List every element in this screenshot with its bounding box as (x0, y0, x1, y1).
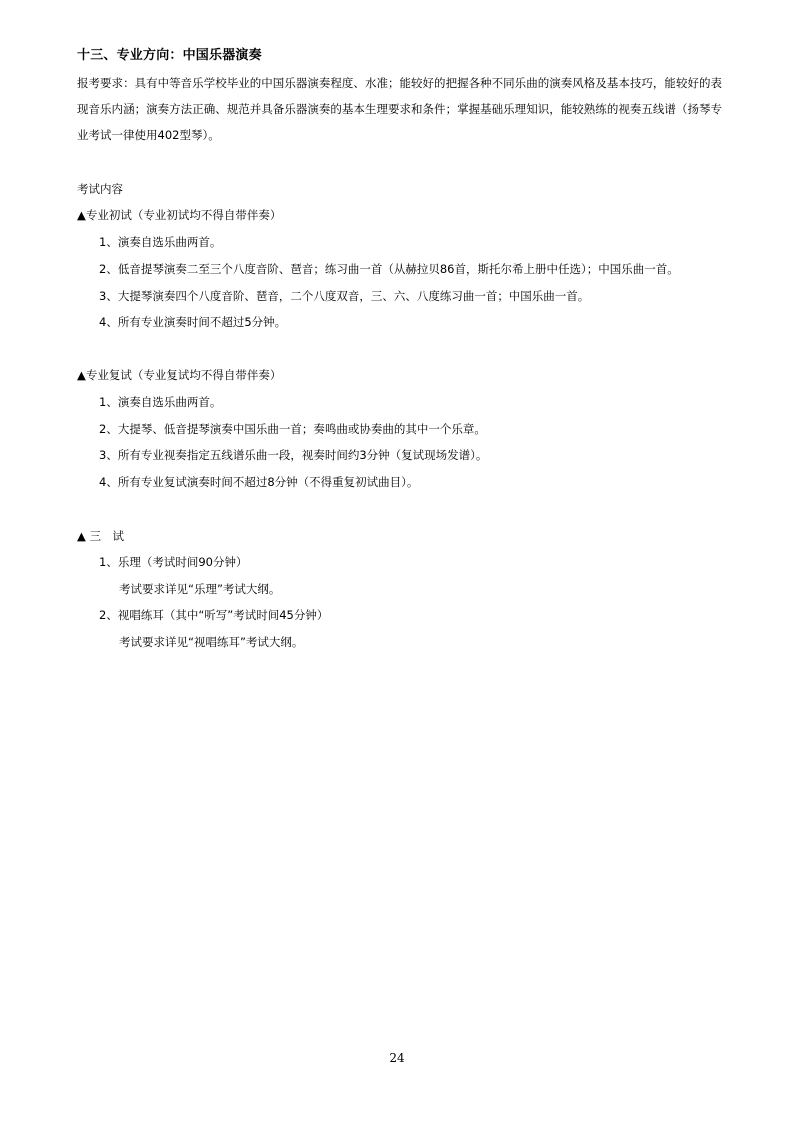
third-round-item-1-detail: 考试要求详见“乐理”考试大纲。 (119, 582, 281, 596)
page-number: 24 (389, 1051, 405, 1065)
second-round-item-3: 3、所有专业视奏指定五线谱乐曲一段，视奏时间约3分钟（复试现场发谱）。 (99, 448, 488, 462)
requirements-paragraph: 报考要求：具有中等音乐学校毕业的中国乐器演奏程度、水准；能较好的把握各种不同乐曲的演奏风格及基本技巧，能较好的表现音乐内涵；演奏方法正确、规范并具备乐器演奏的基本生理要求和条件；掌握基础乐理知识，能较熟练的视奏五线谱（扬琴专业考试一律使用402型琴）。 (77, 76, 722, 142)
third-round-item-2-title: 2、视唱练耳（其中“听写”考试时间45分钟） (99, 608, 329, 622)
second-round-label: ▲专业复试（专业复试均不得自带伴奏） (77, 368, 282, 382)
exam-content-label: 考试内容 (77, 182, 123, 196)
preliminary-item-4: 4、所有专业演奏时间不超过5分钟。 (99, 315, 287, 329)
third-round-item-1-title: 1、乐理（考试时间90分钟） (99, 555, 248, 569)
section-heading: 十三、专业方向：中国乐器演奏 (77, 48, 262, 63)
second-round-item-2: 2、大提琴、低音提琴演奏中国乐曲一首；奏鸣曲或协奏曲的其中一个乐章。 (99, 422, 486, 436)
preliminary-item-2: 2、低音提琴演奏二至三个八度音阶、琶音；练习曲一首（从赫拉贝86首，斯托尔希上册中任选）；中国乐曲一首。 (99, 262, 679, 276)
second-round-item-4: 4、所有专业复试演奏时间不超过8分钟（不得重复初试曲目）。 (99, 475, 419, 489)
preliminary-exam-label: ▲专业初试（专业初试均不得自带伴奏） (77, 208, 282, 222)
preliminary-item-1: 1、演奏自选乐曲两首。 (99, 235, 222, 249)
third-round-item-2-detail: 考试要求详见“视唱练耳”考试大纲。 (119, 635, 304, 649)
preliminary-item-3: 3、大提琴演奏四个八度音阶、琶音，二个八度双音，三、六、八度练习曲一首；中国乐曲一首。 (99, 289, 590, 303)
third-round-label: ▲ 三 试 (77, 529, 124, 543)
second-round-item-1: 1、演奏自选乐曲两首。 (99, 395, 222, 409)
